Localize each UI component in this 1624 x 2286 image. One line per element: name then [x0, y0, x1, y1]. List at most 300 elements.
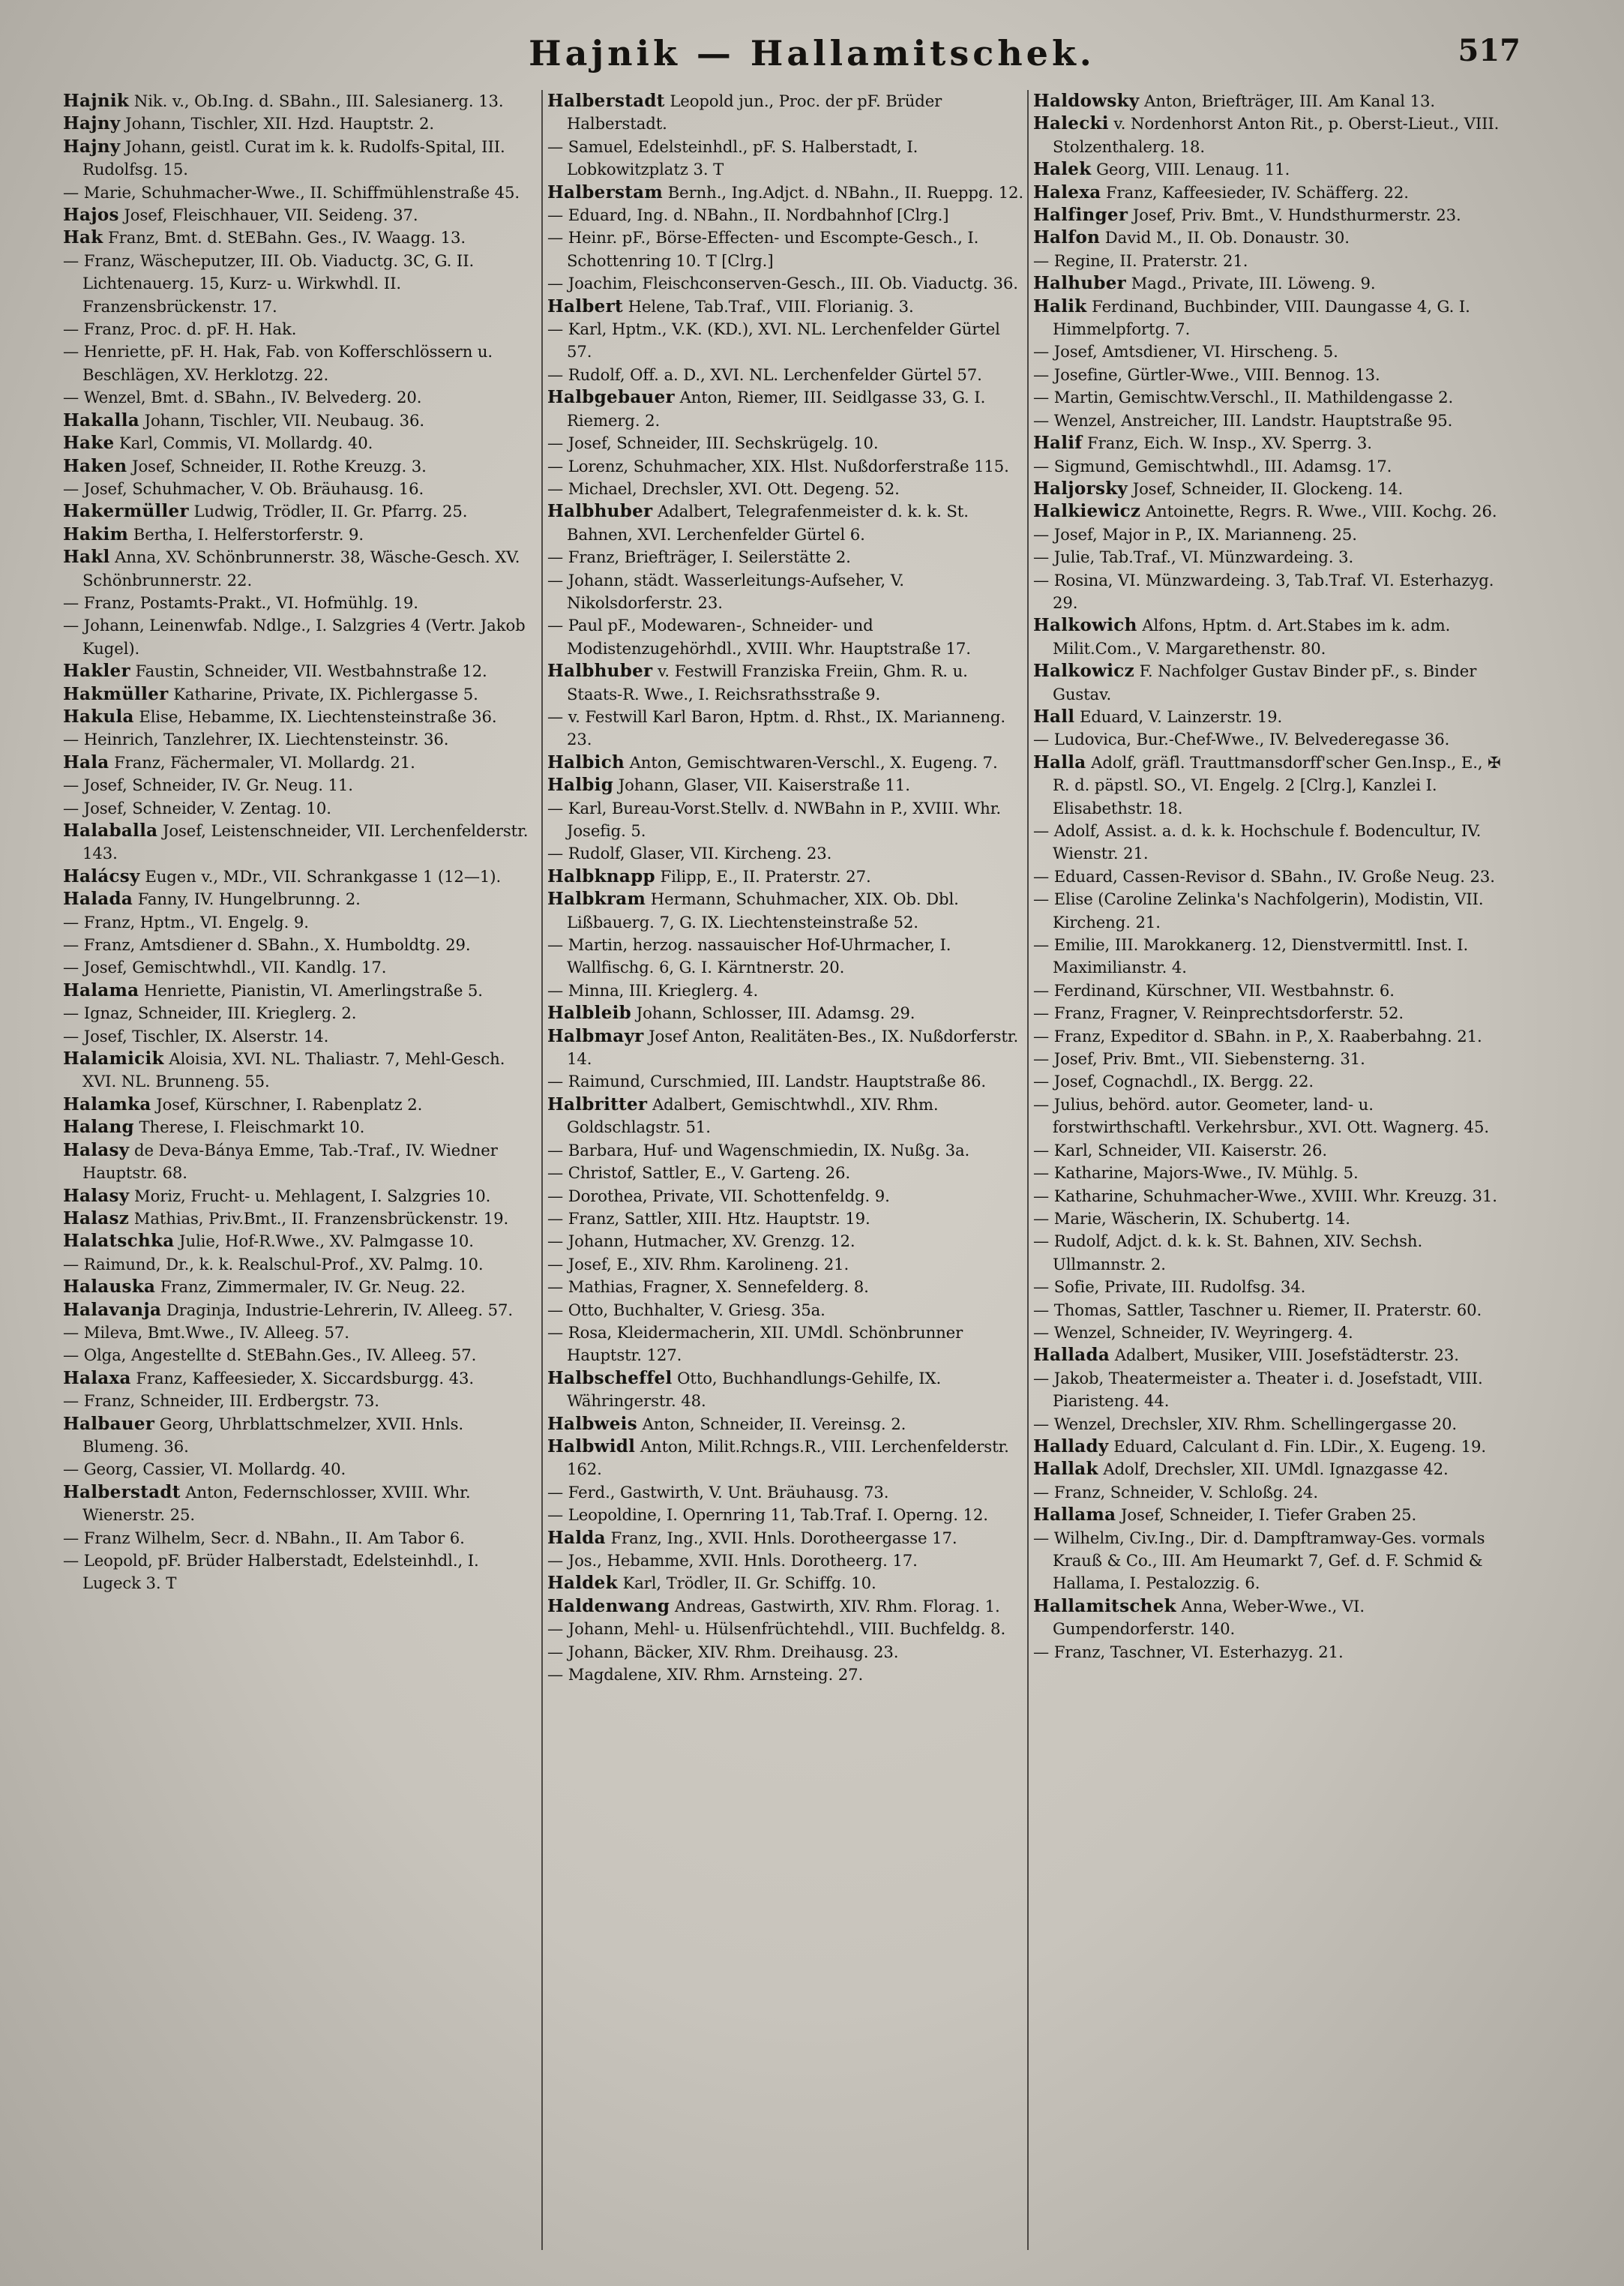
- directory-entry: [1033, 250, 1510, 272]
- directory-entry: [547, 774, 1024, 796]
- entry-text: — Franz, Schneider, III. Erdbergstr. 73.: [63, 1391, 379, 1411]
- entry-surname: Halkowich: [1033, 615, 1137, 636]
- directory-entry: [63, 592, 540, 614]
- entry-text: Josef, Leistenschneider, VII. Lerchenfelderstr. 143.: [82, 821, 529, 863]
- entry-text: — Josef, Cognachdl., IX. Bergg. 22.: [1033, 1072, 1314, 1091]
- entry-text: — Rosina, VI. Münzwardeing. 3, Tab.Traf. VI. Esterhazyg. 29.: [1033, 570, 1494, 612]
- entry-text: Georg, Uhrblattschmelzer, XVII. Hnls. Blumeng. 36.: [82, 1414, 464, 1456]
- entry-text: — Franz, Amtsdiener d. SBahn., X. Humboldtg. 29.: [63, 935, 471, 955]
- entry-surname: Halexa: [1033, 182, 1101, 202]
- directory-entry: [63, 90, 540, 112]
- directory-entry: [547, 386, 1024, 432]
- directory-entry: [547, 364, 1024, 386]
- directory-entry: [547, 478, 1024, 500]
- directory-entry: [1033, 1436, 1510, 1458]
- entry-text: Karl, Commis, VI. Mollardg. 40.: [114, 434, 373, 453]
- directory-entry: [1033, 1458, 1510, 1480]
- entry-text: — Jakob, Theatermeister a. Theater i. d. Josefstadt, VIII. Piaristeng. 44.: [1033, 1368, 1483, 1411]
- directory-entry: [1033, 546, 1510, 568]
- entry-surname: Halbgebauer: [547, 387, 675, 408]
- entry-text: v. Nordenhorst Anton Rit., p. Oberst-Lieut., VIII. Stolzenthalerg. 18.: [1053, 114, 1500, 156]
- entry-text: — Ignaz, Schneider, III. Krieglerg. 2.: [63, 1004, 357, 1023]
- directory-entry: [1033, 182, 1510, 204]
- entry-text: — Franz, Taschner, VI. Esterhazyg. 21.: [1033, 1642, 1344, 1661]
- entry-text: Therese, I. Fleischmarkt 10.: [133, 1118, 365, 1137]
- directory-entry: [547, 1595, 1024, 1618]
- directory-entry: [1033, 432, 1510, 454]
- directory-entry: [547, 842, 1024, 865]
- directory-entry: [63, 1002, 540, 1024]
- entry-text: — Georg, Cassier, VI. Mollardg. 40.: [63, 1460, 346, 1479]
- entry-text: Georg, VIII. Lenaug. 11.: [1091, 160, 1290, 179]
- directory-entry: [63, 1230, 540, 1252]
- entry-text: Franz, Kaffeesieder, IV. Schäfferg. 22.: [1101, 182, 1409, 202]
- entry-surname: Hajnik: [63, 91, 130, 111]
- entry-text: Leopold jun., Proc. der pF. Brüder Halberstadt.: [567, 92, 942, 134]
- entry-text: — Martin, herzog. nassauischer Hof-Uhrmacher, I. Wallfischg. 6, G. I. Kärntnerstr. 20.: [547, 935, 951, 977]
- entry-surname: Hallady: [1033, 1436, 1109, 1456]
- entry-text: Josef, Priv. Bmt., V. Hundsthurmerstr. 23.: [1128, 206, 1461, 225]
- directory-entry: [63, 386, 540, 409]
- entry-surname: Haljorsky: [1033, 478, 1128, 499]
- entry-text: — Otto, Buchhalter, V. Griesg. 35a.: [547, 1300, 825, 1319]
- entry-surname: Halácsy: [63, 866, 140, 886]
- directory-entry: [1033, 706, 1510, 728]
- entry-surname: Haken: [63, 455, 127, 476]
- entry-text: — Samuel, Edelsteinhdl., pF. S. Halberstadt, I. Lobkowitzplatz 3. T: [547, 136, 918, 179]
- entry-text: — Karl, Bureau-Vorst.Stellv. d. NWBahn in P., XVIII. Whr. Josefig. 5.: [547, 798, 1002, 840]
- directory-entry: [547, 752, 1024, 774]
- entry-text: Draginja, Industrie-Lehrerin, IV. Alleeg. 57.: [161, 1300, 513, 1319]
- directory-entry: [63, 1139, 540, 1185]
- directory-entry: [63, 226, 540, 249]
- directory-entry: [63, 1253, 540, 1276]
- directory-entry: [63, 820, 540, 866]
- directory-entry: [1033, 1504, 1510, 1526]
- entry-surname: Halavanja: [63, 1299, 162, 1320]
- entry-text: Julie, Hof-R.Wwe., XV. Palmgasse 10.: [174, 1232, 474, 1251]
- directory-entry: [1033, 1025, 1510, 1048]
- column-middle: [547, 90, 1024, 2265]
- directory-entry: [547, 296, 1024, 318]
- entry-text: — Josef, Schneider, III. Sechskrügelg. 10.: [547, 434, 879, 453]
- entry-text: Anton, Riemer, III. Seidlgasse 33, G. I. Riemerg. 2.: [567, 388, 986, 430]
- directory-entry: [63, 410, 540, 432]
- directory-entry: [63, 1185, 540, 1208]
- entry-surname: Halbhuber: [547, 501, 653, 522]
- entry-text: — Sofie, Private, III. Rudolfsg. 34.: [1033, 1277, 1306, 1297]
- directory-entry: [63, 500, 540, 523]
- directory-entry: [547, 660, 1024, 706]
- entry-text: Anton, Milit.Rchngs.R., VIII. Lerchenfelderstr. 162.: [567, 1436, 1009, 1479]
- entry-text: Josef, Schneider, II. Glockeng. 14.: [1128, 478, 1404, 498]
- directory-entry: [1033, 934, 1510, 980]
- entry-text: — Josef, Tischler, IX. Alserstr. 14.: [63, 1026, 329, 1046]
- directory-entry: [547, 1253, 1024, 1276]
- page-header: [0, 33, 1624, 86]
- entry-surname: Halbig: [547, 775, 614, 796]
- entry-text: — Josef, Schuhmacher, V. Ob. Bräuhausg. 16.: [63, 478, 424, 498]
- entry-surname: Halbweis: [547, 1413, 637, 1434]
- directory-entry: [63, 524, 540, 546]
- entry-text: Adalbert, Gemischtwhdl., XIV. Rhm. Goldschlagstr. 51.: [567, 1094, 939, 1137]
- entry-text: Franz, Eich. W. Insp., XV. Sperrg. 3.: [1082, 434, 1372, 453]
- entry-text: Andreas, Gastwirth, XIV. Rhm. Florag. 1.: [670, 1596, 1000, 1616]
- directory-entry: [547, 90, 1024, 136]
- directory-entry: [1033, 226, 1510, 249]
- entry-surname: Hakl: [63, 547, 110, 568]
- entry-text: — Christof, Sattler, E., V. Garteng. 26.: [547, 1163, 850, 1183]
- directory-entry: [63, 934, 540, 956]
- directory-entry: [547, 272, 1024, 295]
- directory-entry: [1033, 364, 1510, 386]
- directory-entry: [547, 1641, 1024, 1664]
- directory-entry: [63, 1344, 540, 1366]
- entry-text: — Karl, Schneider, VII. Kaiserstr. 26.: [1033, 1140, 1327, 1160]
- directory-entry: [547, 614, 1024, 660]
- entry-text: — Josef, Gemischtwhdl., VII. Kandlg. 17.: [63, 958, 387, 977]
- directory-entry: [1033, 204, 1510, 226]
- directory-entry: [1033, 1413, 1510, 1436]
- entry-text: — Eduard, Ing. d. NBahn., II. Nordbahnhof [Clrg.]: [547, 206, 949, 225]
- entry-text: Faustin, Schneider, VII. Westbahnstraße 12.: [130, 662, 487, 681]
- directory-entry: [63, 1322, 540, 1344]
- directory-entry: [63, 752, 540, 774]
- entry-text: — Katharine, Schuhmacher-Wwe., XVIII. Whr. Kreuzg. 31.: [1033, 1186, 1497, 1205]
- entry-text: Franz, Fächermaler, VI. Mollardg. 21.: [109, 752, 415, 772]
- entry-surname: Halkiewicz: [1033, 501, 1141, 522]
- entry-text: Aloisia, XVI. NL. Thaliastr. 7, Mehl-Gesch. XVI. NL. Brunneng. 55.: [82, 1049, 505, 1091]
- directory-entry: [1033, 1595, 1510, 1641]
- entry-text: — Henriette, pF. H. Hak, Fab. von Kofferschlössern u. Beschlägen, XV. Herklotzg. 22.: [63, 342, 493, 384]
- column-right: [1033, 90, 1510, 2265]
- directory-entry: [547, 1276, 1024, 1298]
- directory-entry: [1033, 569, 1510, 615]
- entry-text: de Deva-Bánya Emme, Tab.-Traf., IV. Wiedner Hauptstr. 68.: [82, 1140, 498, 1183]
- directory-entry: [63, 1025, 540, 1048]
- directory-entry: [1033, 1002, 1510, 1024]
- directory-entry: [547, 500, 1024, 546]
- directory-entry: [1033, 1367, 1510, 1413]
- entry-surname: Halbmayr: [547, 1025, 644, 1046]
- directory-entry: [547, 182, 1024, 204]
- entry-surname: Halasz: [63, 1208, 130, 1228]
- entry-surname: Halbritter: [547, 1094, 648, 1114]
- entry-text: Elise, Hebamme, IX. Liechtensteinstraße 36.: [133, 706, 497, 726]
- directory-entry: [63, 136, 540, 182]
- directory-entry: [1033, 866, 1510, 888]
- directory-entry: [63, 1413, 540, 1459]
- entry-text: — Leopold, pF. Brüder Halberstadt, Edelsteinhdl., I. Lugeck 3. T: [63, 1551, 479, 1593]
- directory-entry: [63, 478, 540, 500]
- entry-text: — Josef, E., XIV. Rhm. Karolineng. 21.: [547, 1254, 849, 1274]
- entry-text: — Katharine, Majors-Wwe., IV. Mühlg. 5.: [1033, 1163, 1359, 1183]
- directory-entry: [547, 1070, 1024, 1093]
- entry-text: Fanny, IV. Hungelbrunng. 2.: [133, 890, 361, 909]
- entry-text: — Wenzel, Anstreicher, III. Landstr. Hauptstraße 95.: [1033, 410, 1453, 430]
- directory-entry: [547, 1413, 1024, 1436]
- entry-text: — Mileva, Bmt.Wwe., IV. Alleeg. 57.: [63, 1322, 349, 1342]
- directory-entry: [547, 204, 1024, 226]
- directory-entry: [547, 797, 1024, 843]
- entry-text: Josef, Schneider, I. Tiefer Graben 25.: [1116, 1505, 1417, 1525]
- entry-surname: Halhuber: [1033, 273, 1127, 294]
- entry-text: F. Nachfolger Gustav Binder pF., s. Binder Gustav.: [1053, 662, 1477, 704]
- directory-entry: [63, 455, 540, 478]
- entry-text: — Franz, Hptm., VI. Engelg. 9.: [63, 912, 309, 932]
- directory-entry: [63, 1481, 540, 1527]
- entry-surname: Halbert: [547, 296, 623, 316]
- entry-surname: Hakim: [63, 524, 129, 544]
- entry-text: — Josef, Major in P., IX. Marianneng. 25.: [1033, 524, 1357, 544]
- entry-text: — Barbara, Huf- und Wagenschmiedin, IX. Nußg. 3a.: [547, 1140, 970, 1160]
- entry-surname: Halatschka: [63, 1231, 175, 1252]
- directory-entry: [63, 318, 540, 340]
- directory-entry: [547, 455, 1024, 478]
- entry-surname: Halbwidl: [547, 1436, 636, 1456]
- entry-text: Eduard, V. Lainzerstr. 19.: [1074, 706, 1283, 726]
- entry-text: — Dorothea, Private, VII. Schottenfeldg. 9.: [547, 1186, 890, 1205]
- entry-surname: Hallama: [1033, 1504, 1116, 1526]
- entry-text: — Johann, Mehl- u. Hülsenfrüchtehdl., VIII. Buchfeldg. 8.: [547, 1619, 1006, 1639]
- directory-entry: [547, 1002, 1024, 1024]
- entry-text: — Franz, Proc. d. pF. H. Hak.: [63, 320, 297, 339]
- entry-surname: Halamicik: [63, 1048, 164, 1070]
- entry-text: Anton, Briefträger, III. Am Kanal 13.: [1139, 92, 1435, 110]
- directory-entry: [547, 1208, 1024, 1230]
- directory-entry: [547, 1185, 1024, 1208]
- directory-entry: [63, 911, 540, 934]
- directory-entry: [63, 1116, 540, 1138]
- directory-entry: [1033, 1185, 1510, 1208]
- entry-text: — Minna, III. Krieglerg. 4.: [547, 980, 759, 1000]
- directory-entry: [1033, 1276, 1510, 1298]
- entry-text: Johann, Schlosser, III. Adamsg. 29.: [631, 1004, 915, 1023]
- directory-entry: [547, 1230, 1024, 1252]
- entry-text: Anna, Weber-Wwe., VI. Gumpendorferstr. 140.: [1053, 1596, 1365, 1639]
- entry-surname: Halecki: [1033, 113, 1109, 134]
- directory-entry: [547, 1367, 1024, 1413]
- entry-surname: Hake: [63, 433, 115, 454]
- entry-surname: Halberstadt: [547, 91, 665, 111]
- entry-text: — Franz, Postamts-Prakt., VI. Hofmühlg. 19.: [63, 592, 418, 612]
- directory-entry: [1033, 820, 1510, 866]
- entry-text: — Josefine, Gürtler-Wwe., VIII. Bennog. 13.: [1033, 364, 1380, 384]
- directory-entry: [547, 1481, 1024, 1504]
- directory-entry: [1033, 660, 1510, 706]
- entry-surname: Hakler: [63, 661, 130, 682]
- directory-entry: [1033, 1139, 1510, 1162]
- directory-entry: [63, 888, 540, 910]
- directory-entry: [63, 432, 540, 454]
- directory-entry: [63, 182, 540, 204]
- entry-text: Adolf, Drechsler, XII. UMdl. Ignazgasse 42.: [1098, 1460, 1449, 1479]
- directory-entry: [63, 1367, 540, 1390]
- entry-surname: Halbknapp: [547, 866, 655, 886]
- entry-surname: Halif: [1033, 433, 1083, 454]
- directory-entry: [1033, 90, 1510, 112]
- entry-text: — Thomas, Sattler, Taschner u. Riemer, II. Praterstr. 60.: [1033, 1300, 1482, 1319]
- entry-text: Johann, Tischler, XII. Hzd. Hauptstr. 2.: [120, 114, 435, 134]
- entry-text: — Heinrich, Tanzlehrer, IX. Liechtensteinstr. 36.: [63, 730, 449, 749]
- entry-text: — Olga, Angestellte d. StEBahn.Ges., IV. Alleeg. 57.: [63, 1346, 477, 1365]
- entry-text: Helene, Tab.Traf., VIII. Florianig. 3.: [622, 296, 914, 316]
- entry-text: — v. Festwill Karl Baron, Hptm. d. Rhst., IX. Marianneng. 23.: [547, 706, 1006, 749]
- entry-text: — Josef, Priv. Bmt., VII. Siebensterng. 31.: [1033, 1049, 1365, 1069]
- directory-entry: [547, 1664, 1024, 1686]
- entry-surname: Halfon: [1033, 227, 1101, 248]
- column-left: [63, 90, 540, 2265]
- entry-text: — Franz, Wäscheputzer, III. Ob. Viaductg. 3C, G. II. Lichtenauerg. 15, Kurz- u. Wirkwhdl. II. Franzensbrückenstr. 17.: [63, 250, 475, 316]
- entry-text: — Martin, Gemischtw.Verschl., II. Mathildengasse 2.: [1033, 388, 1454, 407]
- entry-text: — Wenzel, Schneider, IV. Weyringerg. 4.: [1033, 1322, 1353, 1342]
- directory-entry: [547, 1618, 1024, 1640]
- directory-entry: [63, 112, 540, 135]
- entry-surname: Hakermüller: [63, 501, 189, 522]
- entry-text: Anton, Gemischtwaren-Verschl., X. Eugeng. 7.: [625, 752, 998, 772]
- directory-entry: [547, 888, 1024, 934]
- entry-surname: Halberstadt: [63, 1481, 181, 1502]
- entry-surname: Halada: [63, 889, 133, 910]
- directory-entry: [547, 1162, 1024, 1184]
- directory-entry: [1033, 296, 1510, 341]
- directory-entry: [1033, 1322, 1510, 1344]
- directory-entry: [1033, 1299, 1510, 1322]
- directory-entry: [1033, 386, 1510, 409]
- entry-text: Franz, Kaffeesieder, X. Siccardsburgg. 43.: [130, 1368, 475, 1388]
- directory-entry: [547, 1504, 1024, 1526]
- entry-text: — Magdalene, XIV. Rhm. Arnsteing. 27.: [547, 1665, 864, 1684]
- directory-entry: [1033, 158, 1510, 181]
- directory-entry: [547, 546, 1024, 568]
- entry-text: Adalbert, Musiker, VIII. Josefstädterstr. 23.: [1110, 1346, 1459, 1365]
- entry-surname: Halek: [1033, 159, 1092, 180]
- entry-surname: Halama: [63, 980, 139, 1000]
- entry-surname: Hajny: [63, 113, 121, 134]
- directory-entry: [1033, 1162, 1510, 1184]
- directory-entry: [1033, 1230, 1510, 1276]
- entry-surname: Halbich: [547, 752, 625, 772]
- directory-entry: [63, 250, 540, 318]
- entry-surname: Halbhuber: [547, 661, 653, 682]
- entry-text: Alfons, Hptm. d. Art.Stabes im k. adm. Milit.Com., V. Margarethenstr. 80.: [1053, 616, 1451, 658]
- entry-text: Moriz, Frucht- u. Mehlagent, I. Salzgries 10.: [129, 1186, 491, 1205]
- directory-entry: [63, 1094, 540, 1116]
- directory-entry: [63, 340, 540, 386]
- entry-text: — Franz, Briefträger, I. Seilerstätte 2.: [547, 548, 851, 567]
- directory-entry: [1033, 455, 1510, 478]
- entry-surname: Halamka: [63, 1094, 151, 1114]
- entry-text: — Wilhelm, Civ.Ing., Dir. d. Dampftramway-Ges. vormals Krauß & Co., III. Am Heumarkt 7, Gef. d. F. Schmid & Hallama, I. Pestalozzig. 6.: [1033, 1528, 1485, 1593]
- directory-entry: [1033, 500, 1510, 523]
- directory-entry: [63, 204, 540, 226]
- entry-surname: Halasy: [63, 1185, 130, 1206]
- entry-text: — Leopoldine, I. Opernring 11, Tab.Traf. I. Operng. 12.: [547, 1505, 988, 1525]
- entry-surname: Hallada: [1033, 1345, 1110, 1366]
- directory-entry: [547, 980, 1024, 1002]
- entry-surname: Haldenwang: [547, 1595, 670, 1616]
- entry-surname: Halberstam: [547, 182, 664, 202]
- entry-text: Otto, Buchhandlungs-Gehilfe, IX. Währingerstr. 48.: [567, 1368, 942, 1411]
- entry-text: — Johann, Bäcker, XIV. Rhm. Dreihausg. 23.: [547, 1642, 899, 1661]
- entry-text: Karl, Trödler, II. Gr. Schiffg. 10.: [617, 1574, 876, 1593]
- entry-surname: Halla: [1033, 752, 1086, 772]
- directory-entry: [63, 956, 540, 979]
- directory-entry: [63, 614, 540, 660]
- entry-surname: Halang: [63, 1117, 134, 1138]
- entry-surname: Hall: [1033, 706, 1075, 727]
- directory-entry: [547, 432, 1024, 454]
- directory-entry: [547, 1436, 1024, 1481]
- entry-text: — Emilie, III. Marokkanerg. 12, Dienstvermittl. Inst. I. Maximilianstr. 4.: [1033, 935, 1469, 977]
- entry-text: Mathias, Priv.Bmt., II. Franzensbrückenstr. 19.: [129, 1208, 509, 1228]
- entry-text: — Regine, II. Praterstr. 21.: [1033, 250, 1248, 270]
- entry-text: — Sigmund, Gemischtwhdl., III. Adamsg. 17.: [1033, 456, 1392, 476]
- page-number: 517: [1458, 33, 1521, 68]
- entry-text: — Franz Wilhelm, Secr. d. NBahn., II. Am Tabor 6.: [63, 1528, 465, 1547]
- entry-text: — Ferd., Gastwirth, V. Unt. Bräuhausg. 73.: [547, 1482, 889, 1502]
- directory-entry: [547, 226, 1024, 272]
- directory-entry: [63, 1208, 540, 1230]
- entry-text: Ludwig, Trödler, II. Gr. Pfarrg. 25.: [188, 502, 468, 521]
- directory-entry: [547, 136, 1024, 182]
- entry-text: Nik. v., Ob.Ing. d. SBahn., III. Salesianerg. 13.: [129, 92, 504, 110]
- entry-text: — Johann, städt. Wasserleitungs-Aufseher, V. Nikolsdorferstr. 23.: [547, 570, 904, 612]
- directory-entry: [547, 1572, 1024, 1594]
- directory-entry: [1033, 1070, 1510, 1093]
- directory-entry: [63, 1458, 540, 1480]
- directory-entry: [547, 934, 1024, 980]
- entry-text: Bernh., Ing.Adjct. d. NBahn., II. Rueppg. 12.: [663, 182, 1023, 202]
- directory-entry: [63, 1527, 540, 1550]
- entry-text: — Wenzel, Bmt. d. SBahn., IV. Belvederg. 20.: [63, 388, 422, 407]
- entry-text: Johann, geistl. Curat im k. k. Rudolfs-Spital, III. Rudolfsg. 15.: [82, 136, 505, 179]
- entry-text: — Ludovica, Bur.-Chef-Wwe., IV. Belvederegasse 36.: [1033, 730, 1450, 749]
- entry-surname: Hajos: [63, 205, 119, 226]
- directory-entry: [547, 866, 1024, 888]
- entry-text: — Adolf, Assist. a. d. k. k. Hochschule f. Bodencultur, IV. Wienstr. 21.: [1033, 821, 1482, 863]
- directory-entry: [63, 706, 540, 728]
- directory-entry: [63, 1390, 540, 1412]
- entry-text: Josef, Kürschner, I. Rabenplatz 2.: [151, 1094, 423, 1114]
- entry-text: — Ferdinand, Kürschner, VII. Westbahnstr. 6.: [1033, 980, 1395, 1000]
- column-divider: [541, 90, 543, 2250]
- entry-text: — Jos., Hebamme, XVII. Hnls. Dorotheerg. 17.: [547, 1551, 918, 1570]
- entry-text: — Julius, behörd. autor. Geometer, land- u. forstwirthschaftl. Verkehrsbur., XVI. Ott. Wagnerg. 45.: [1033, 1094, 1489, 1137]
- entry-text: Anna, XV. Schönbrunnerstr. 38, Wäsche-Gesch. XV. Schönbrunnerstr. 22.: [82, 548, 520, 590]
- entry-text: Eduard, Calculant d. Fin. LDir., X. Eugeng. 19.: [1108, 1436, 1487, 1456]
- directory-entry: [547, 1527, 1024, 1550]
- entry-text: — Rosa, Kleidermacherin, XII. UMdl. Schönbrunner Hauptstr. 127.: [547, 1322, 963, 1365]
- entry-text: Hermann, Schuhmacher, XIX. Ob. Dbl. Lißbauerg. 7, G. IX. Liechtensteinstraße 52.: [567, 890, 959, 932]
- entry-text: Adalbert, Telegrafenmeister d. k. k. St. Bahnen, XVI. Lerchenfelder Gürtel 6.: [567, 502, 969, 544]
- entry-text: — Marie, Wäscherin, IX. Schubertg. 14.: [1033, 1208, 1350, 1228]
- entry-text: Adolf, gräfl. Trauttmansdorff'scher Gen.Insp., E., ✠ R. d. päpstl. SO., VI. Engelg. 2 [Clrg.], Kanzlei I. Elisabethstr. 18.: [1053, 752, 1501, 818]
- entry-surname: Hala: [63, 752, 109, 772]
- entry-text: Josef, Fleischhauer, VII. Seideng. 37.: [118, 206, 418, 225]
- entry-text: — Johann, Leinenwfab. Ndlge., I. Salzgries 4 (Vertr. Jakob Kugel).: [63, 616, 526, 658]
- directory-entry: [1033, 980, 1510, 1002]
- entry-surname: Halbauer: [63, 1413, 155, 1434]
- directory-entry: [63, 546, 540, 592]
- entry-text: — Franz, Expeditor d. SBahn. in P., X. Raaberbahng. 21.: [1033, 1026, 1482, 1046]
- entry-text: Anton, Federnschlosser, XVIII. Whr. Wienerstr. 25.: [82, 1482, 471, 1525]
- entry-text: — Rudolf, Adjct. d. k. k. St. Bahnen, XIV. Sechsh. Ullmannstr. 2.: [1033, 1232, 1423, 1274]
- column-divider: [1027, 90, 1029, 2250]
- entry-surname: Halik: [1033, 296, 1087, 316]
- entry-text: — Julie, Tab.Traf., VI. Münzwardeing. 3.: [1033, 548, 1354, 567]
- entry-surname: Halda: [547, 1527, 606, 1548]
